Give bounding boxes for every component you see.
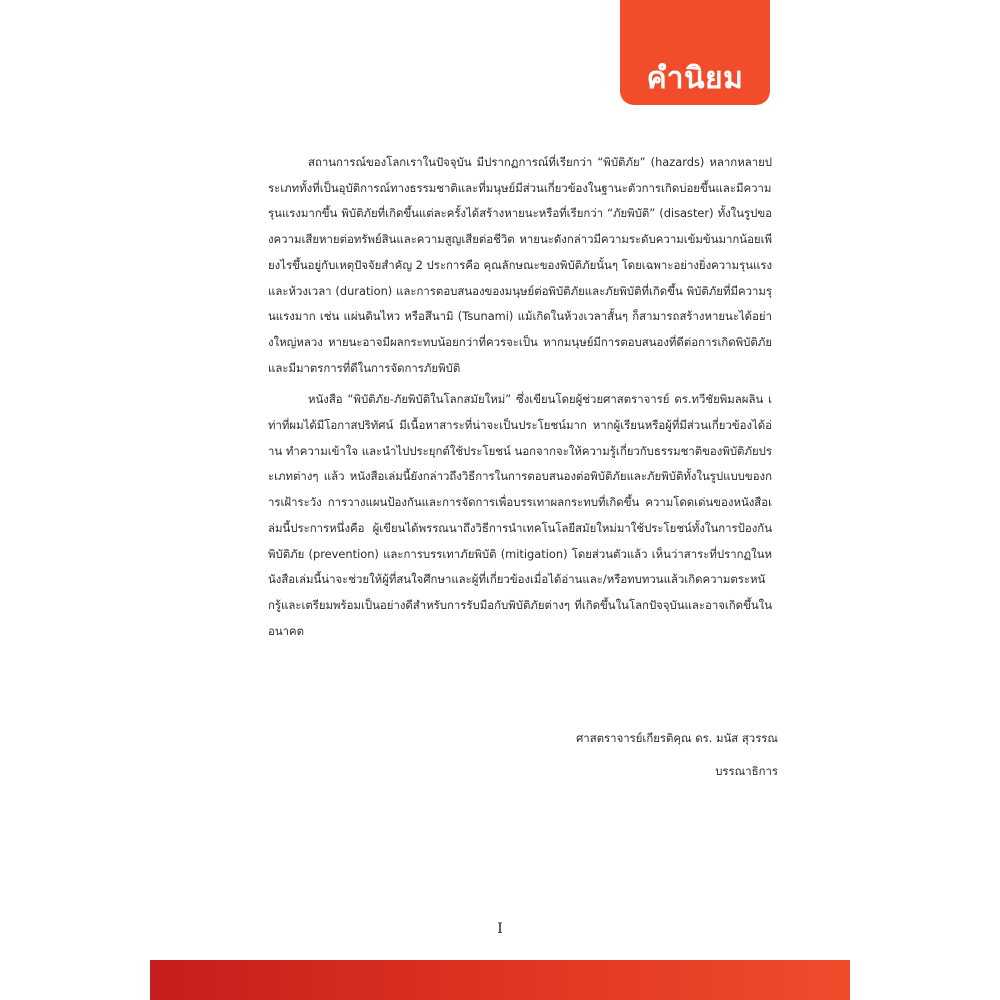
- page-number: I: [497, 921, 503, 937]
- foreword-body: [268, 150, 772, 644]
- signature-name: ศาสตราจารย์เกียรติคุณ ดร. มนัส สุวรรณ: [576, 731, 778, 745]
- foreword-paragraph-2: หนังสือ “พิบัติภัย-ภัยพิบัติในโลกสมัยใหม่” ซึ่งเขียนโดยผู้ช่วยศาสตราจารย์ ดร.ทวีชัยพิมลผลิน เท่าที่ผมได้มีโอกาสปริทัศน์ มีเนื้อหาสาระที่น่าจะเป็นประโยชน์มาก หากผู้เรียนหรือผู้ที่มีส่วนเกี่ยวข้องได้อ่าน ทำความเข้าใจ และนำไปประยุกต์ใช้ประโยชน์ นอกจากจะให้ความรู้เกี่ยวกับธรรมชาติของพิบัติภัยประเภทต่างๆ แล้ว หนังสือเล่มนี้ยังกล่าวถึงวิธีการในการตอบสนองต่อพิบัติภัยและภัยพิบัติทั้งในรูปแบบของการเฝ้าระวัง การวางแผนป้องกันและการจัดการเพื่อบรรเทาผลกระทบที่เกิดขึ้น ความโดดเด่นของหนังสือเล่มนี้ประการหนึ่งคือ ผู้เขียนได้พรรณนาถึงวิธีการนำเทคโนโลยีสมัยใหม่มาใช้ประโยชน์ทั้งในการป้องกันพิบัติภัย (prevention) และการบรรเทาภัยพิบัติ (mitigation) โดยส่วนตัวแล้ว เห็นว่าสาระที่ปรากฏในหนังสือเล่มนี้น่าจะช่วยให้ผู้ที่สนใจศึกษาและผู้ที่เกี่ยวข้องเมื่อได้อ่านและ/หรือทบทวนแล้วเกิดความตระหนักรู้และเตรียมพร้อมเป็นอย่างดีสำหรับการรับมือกับพิบัติภัยต่างๆ ที่เกิดขึ้นในโลกปัจจุบันและอาจเกิดขึ้นในอนาคต: [268, 392, 772, 638]
- signature-block: [576, 722, 778, 788]
- foreword-paragraph-1: สถานการณ์ของโลกเราในปัจจุบัน มีปรากฏการณ์ที่เรียกว่า “พิบัติภัย” (hazards) หลากหลายประเภททั้งที่เป็นอุบัติการณ์ทางธรรมชาติและที่มนุษย์มีส่วนเกี่ยวข้องในฐานะตัวการเกิดบ่อยขึ้นและมีความรุนแรงมากขึ้น พิบัติภัยที่เกิดขึ้นแต่ละครั้งได้สร้างหายนะหรือที่เรียกว่า “ภัยพิบัติ” (disaster) ทั้งในรูปของความเสียหายต่อทรัพย์สินและความสูญเสียต่อชีวิต หายนะดังกล่าวมีความระดับความเข้มข้นมากน้อยเพียงไรขึ้นอยู่กับเหตุปัจจัยสำคัญ 2 ประการคือ คุณลักษณะของพิบัติภัยนั้นๆ โดยเฉพาะอย่างยิ่งความรุนแรงและห้วงเวลา (duration) และการตอบสนองของมนุษย์ต่อพิบัติภัยและภัยพิบัติที่เกิดขึ้น พิบัติภัยที่มีความรุนแรงมาก เช่น แผ่นดินไหว หรือสึนามิ (Tsunami) แม้เกิดในห้วงเวลาสั้นๆ ก็สามารถสร้างหายนะได้อย่างใหญ่หลวง หายนะอาจมีผลกระทบน้อยกว่าที่ควรจะเป็น หากมนุษย์มีการตอบสนองที่ดีต่อการเกิดพิบัติภัย และมีมาตรการที่ดีในการจัดการภัยพิบัติ: [268, 155, 772, 375]
- footer-bar: [150, 960, 850, 1000]
- page-title: คำนิยม: [646, 61, 744, 96]
- title-tab: [620, 0, 770, 105]
- signature-role: บรรณาธิการ: [715, 764, 778, 778]
